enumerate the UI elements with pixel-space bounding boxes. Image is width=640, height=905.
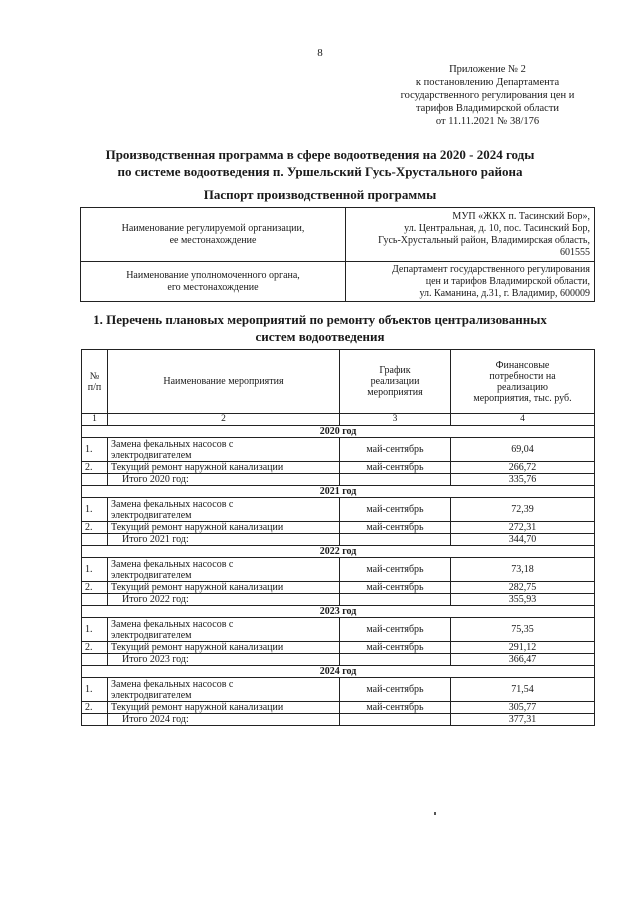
total-value: 344,70 [451, 534, 595, 546]
event-number: 1. [82, 438, 108, 462]
passport-row-organization [81, 208, 595, 262]
passport-row-authority [81, 262, 595, 302]
event-schedule: май-сентябрь [340, 642, 451, 654]
total-row [82, 714, 595, 726]
event-cost: 266,72 [451, 462, 595, 474]
total-empty [82, 594, 108, 606]
appendix-line: тарифов Владимирской области [415, 103, 560, 114]
column-number: 4 [451, 414, 595, 426]
header-text: реализацию [497, 381, 548, 393]
event-name-line: электродвигателем [111, 449, 192, 461]
event-schedule: май-сентябрь [340, 678, 451, 702]
event-schedule: май-сентябрь [340, 558, 451, 582]
total-row [82, 654, 595, 666]
title-line: по системе водоотведения п. Уршельский Гусь-Хрустального района [117, 164, 523, 179]
total-row [82, 594, 595, 606]
total-empty [82, 714, 108, 726]
event-number: 2. [82, 522, 108, 534]
passport-table [80, 207, 595, 302]
event-cost: 75,35 [451, 618, 595, 642]
label-line: ее местонахождение [169, 234, 257, 246]
year-label: 2020 год [82, 426, 595, 438]
event-cost: 73,18 [451, 558, 595, 582]
header-text: реализации [370, 376, 420, 387]
table-row [82, 678, 595, 702]
event-name [108, 558, 340, 582]
total-empty [82, 534, 108, 546]
event-number: 1. [82, 498, 108, 522]
event-name-line: электродвигателем [111, 569, 192, 581]
event-cost: 72,39 [451, 498, 595, 522]
passport-label [81, 262, 346, 302]
event-name-line: Замена фекальных насосов с [111, 618, 234, 630]
table-row [82, 582, 595, 594]
year-row [82, 486, 595, 498]
appendix-line: к постановлению Департамента [415, 77, 560, 88]
event-number: 2. [82, 582, 108, 594]
total-row [82, 534, 595, 546]
event-cost: 291,12 [451, 642, 595, 654]
total-label: Итого 2021 год: [108, 534, 340, 546]
total-value: 355,93 [451, 594, 595, 606]
event-cost: 272,31 [451, 522, 595, 534]
value-line: ул. Центральная, д. 10, пос. Тасинский Бор, [404, 222, 590, 234]
header-num [82, 350, 108, 414]
total-label: Итого 2024 год: [108, 714, 340, 726]
appendix-line: государственного регулирования цен и [400, 90, 575, 101]
event-name [108, 618, 340, 642]
event-cost: 69,04 [451, 438, 595, 462]
table-row [82, 702, 595, 714]
table-row [82, 438, 595, 462]
section-title-line: 1. Перечень плановых мероприятий по ремонту объектов централизованных [93, 312, 547, 327]
event-name [108, 678, 340, 702]
event-name: Текущий ремонт наружной канализации [108, 462, 340, 474]
table-row [82, 618, 595, 642]
year-label: 2022 год [82, 546, 595, 558]
value-line: МУП «ЖКХ п. Тасинский Бор», [452, 210, 590, 222]
event-cost: 71,54 [451, 678, 595, 702]
passport-label [81, 208, 346, 262]
year-row [82, 606, 595, 618]
event-number: 1. [82, 558, 108, 582]
header-text: Финансовые [495, 359, 550, 371]
event-name-line: Замена фекальных насосов с [111, 438, 234, 450]
total-empty [340, 714, 451, 726]
header-text: № [89, 370, 100, 382]
header-text: мероприятия, тыс. руб. [473, 392, 572, 404]
passport-value [346, 208, 595, 262]
event-schedule: май-сентябрь [340, 522, 451, 534]
header-text: Наименование мероприятия [163, 376, 284, 387]
value-line: 601555 [560, 246, 590, 258]
event-cost: 282,75 [451, 582, 595, 594]
event-name: Текущий ремонт наружной канализации [108, 702, 340, 714]
section-title-line: систем водоотведения [255, 329, 385, 344]
appendix-line: от 11.11.2021 № 38/176 [435, 116, 540, 127]
label-line: Наименование уполномоченного органа, [126, 269, 300, 281]
header-schedule [340, 350, 451, 414]
value-line: Департамент государственного регулирования [391, 263, 590, 275]
events-table [81, 349, 595, 726]
total-empty [340, 474, 451, 486]
document-title [60, 146, 580, 180]
total-row [82, 474, 595, 486]
event-name-line: Замена фекальных насосов с [111, 678, 234, 690]
table-row [82, 642, 595, 654]
event-name-line: Замена фекальных насосов с [111, 498, 234, 510]
event-schedule: май-сентябрь [340, 702, 451, 714]
label-line: Наименование регулируемой организации, [121, 222, 305, 234]
value-line: ул. Каманина, д.31, г. Владимир, 600009 [419, 287, 590, 299]
column-number-row [82, 414, 595, 426]
header-finance [451, 350, 595, 414]
event-number: 1. [82, 678, 108, 702]
total-value: 335,76 [451, 474, 595, 486]
event-name: Текущий ремонт наружной канализации [108, 582, 340, 594]
value-line: цен и тарифов Владимирской области, [425, 275, 590, 287]
table-header-row [82, 350, 595, 414]
header-text: График [379, 365, 411, 376]
event-name: Текущий ремонт наружной канализации [108, 522, 340, 534]
total-value: 377,31 [451, 714, 595, 726]
appendix-block [380, 63, 595, 128]
event-schedule: май-сентябрь [340, 498, 451, 522]
total-empty [340, 534, 451, 546]
year-row [82, 666, 595, 678]
event-schedule: май-сентябрь [340, 582, 451, 594]
title-line: Производственная программа в сфере водоотведения на 2020 - 2024 годы [105, 147, 535, 162]
event-name: Текущий ремонт наружной канализации [108, 642, 340, 654]
value-line: Гусь-Хрустальный район, Владимирская область, [378, 234, 590, 246]
passport-value [346, 262, 595, 302]
label-line: его местонахождение [167, 281, 259, 293]
total-empty [82, 654, 108, 666]
table-row [82, 558, 595, 582]
event-name-line: электродвигателем [111, 689, 192, 701]
page-number: 8 [317, 47, 323, 59]
scan-mark [434, 812, 436, 815]
total-value: 366,47 [451, 654, 595, 666]
event-number: 2. [82, 642, 108, 654]
header-text: потребности на [489, 370, 556, 382]
event-name-line: электродвигателем [111, 509, 192, 521]
event-schedule: май-сентябрь [340, 618, 451, 642]
year-label: 2021 год [82, 486, 595, 498]
table-row [82, 462, 595, 474]
year-groups [82, 426, 595, 726]
event-number: 1. [82, 618, 108, 642]
event-name-line: Замена фекальных насосов с [111, 558, 234, 570]
passport-title: Паспорт производственной программы [203, 187, 437, 202]
event-name [108, 498, 340, 522]
event-schedule: май-сентябрь [340, 462, 451, 474]
column-number: 2 [108, 414, 340, 426]
event-number: 2. [82, 702, 108, 714]
table-row [82, 522, 595, 534]
header-name [108, 350, 340, 414]
total-label: Итого 2023 год: [108, 654, 340, 666]
event-cost: 305,77 [451, 702, 595, 714]
total-label: Итого 2020 год: [108, 474, 340, 486]
total-empty [82, 474, 108, 486]
header-text: мероприятия [367, 387, 423, 398]
table-row [82, 498, 595, 522]
event-number: 2. [82, 462, 108, 474]
year-label: 2024 год [82, 666, 595, 678]
header-text: п/п [87, 381, 102, 393]
year-row [82, 546, 595, 558]
total-empty [340, 654, 451, 666]
event-name-line: электродвигателем [111, 629, 192, 641]
column-number: 3 [340, 414, 451, 426]
event-schedule: май-сентябрь [340, 438, 451, 462]
total-empty [340, 594, 451, 606]
year-label: 2023 год [82, 606, 595, 618]
total-label: Итого 2022 год: [108, 594, 340, 606]
appendix-line: Приложение № 2 [449, 64, 526, 75]
year-row [82, 426, 595, 438]
column-number: 1 [82, 414, 108, 426]
event-name [108, 438, 340, 462]
section-title [60, 311, 580, 345]
